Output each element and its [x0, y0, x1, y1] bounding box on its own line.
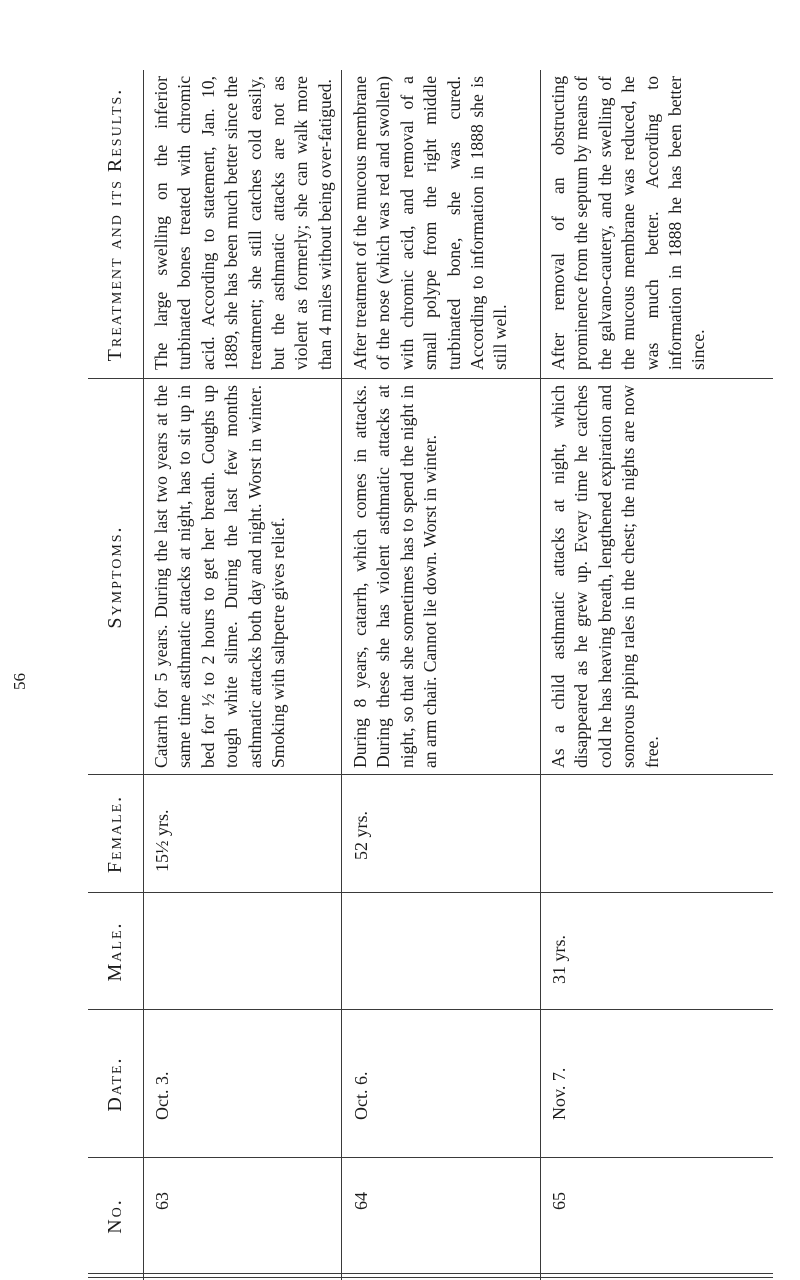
row-male-age: 31 yrs.	[549, 935, 569, 984]
row-symptoms: Catarrh for 5 years. During the last two years at the same time asthmatic attacks at night, has to sit up in bed for ½ to 2 hours to get her breath. Coughs up tough white slime. During the last few months asthmatic attacks both day and night. Worst in winter. Smoking with saltpetre gives relief.	[151, 385, 289, 768]
header-female: Female.	[104, 794, 126, 874]
row-female-age: 15½ yrs.	[152, 809, 172, 872]
header-rule	[143, 70, 144, 1280]
row-number: 63	[152, 1192, 172, 1210]
row-treatment: After removal of an obstructing prominence from the septum by means of the galvano-cautery, and the swelling of the mucous membrane was reduced, he was much better. According to information in 1888 he has been better since.	[548, 76, 709, 370]
row-symptoms: During 8 years, catarrh, which comes in attacks. During these she has violent asthmatic attacks at night, so that she sometimes has to spend the night in an arm chair. Cannot lie down. Worst in winter.	[350, 385, 441, 768]
row-treatment: After treatment of the mucous membrane of the nose (which was red and swollen) with chromic acid, and removal of a small polype from the right middle turbinated bone, she was cured. According to information in 1888 she is still well.	[350, 76, 511, 370]
col-divider	[88, 1157, 773, 1158]
row-symptoms: As a child asthmatic attacks at night, which disappeared as he grew up. Every time he catches cold he has heaving breath, lengthened expiration and sonorous piping rales in the chest; the nights are now free.	[548, 385, 662, 768]
case-table	[88, 70, 773, 1280]
header-date: Date.	[104, 1056, 126, 1112]
col-divider	[88, 378, 773, 379]
row-date: Oct. 6.	[351, 1071, 371, 1120]
header-symptoms: Symptoms.	[104, 525, 126, 629]
table-border-left	[88, 1277, 773, 1278]
header-treatment: Treatment and its Results.	[104, 87, 126, 362]
col-divider	[88, 1009, 773, 1010]
col-divider	[88, 892, 773, 893]
col-divider	[88, 774, 773, 775]
row-treatment: The large swelling on the inferior turbinated bones treated with chromic acid. According to statement, Jan. 10, 1889, she has been much better since the treatment; she still catches cold easily, but the asthmatic attacks are not as violent as formerly; she can walk more than 4 miles without being over-fatigued.	[151, 76, 335, 370]
row-date: Oct. 3.	[152, 1071, 172, 1120]
row-rule	[341, 70, 342, 1280]
row-female-age: 52 yrs.	[351, 811, 371, 860]
table-border-left-inner	[88, 1273, 773, 1274]
header-male: Male.	[104, 921, 126, 982]
row-date: Nov. 7.	[549, 1067, 569, 1120]
page-number: 56	[10, 673, 29, 690]
row-number: 64	[351, 1192, 371, 1210]
row-number: 65	[549, 1192, 569, 1210]
header-no: No.	[104, 1198, 126, 1234]
row-rule	[540, 70, 541, 1280]
